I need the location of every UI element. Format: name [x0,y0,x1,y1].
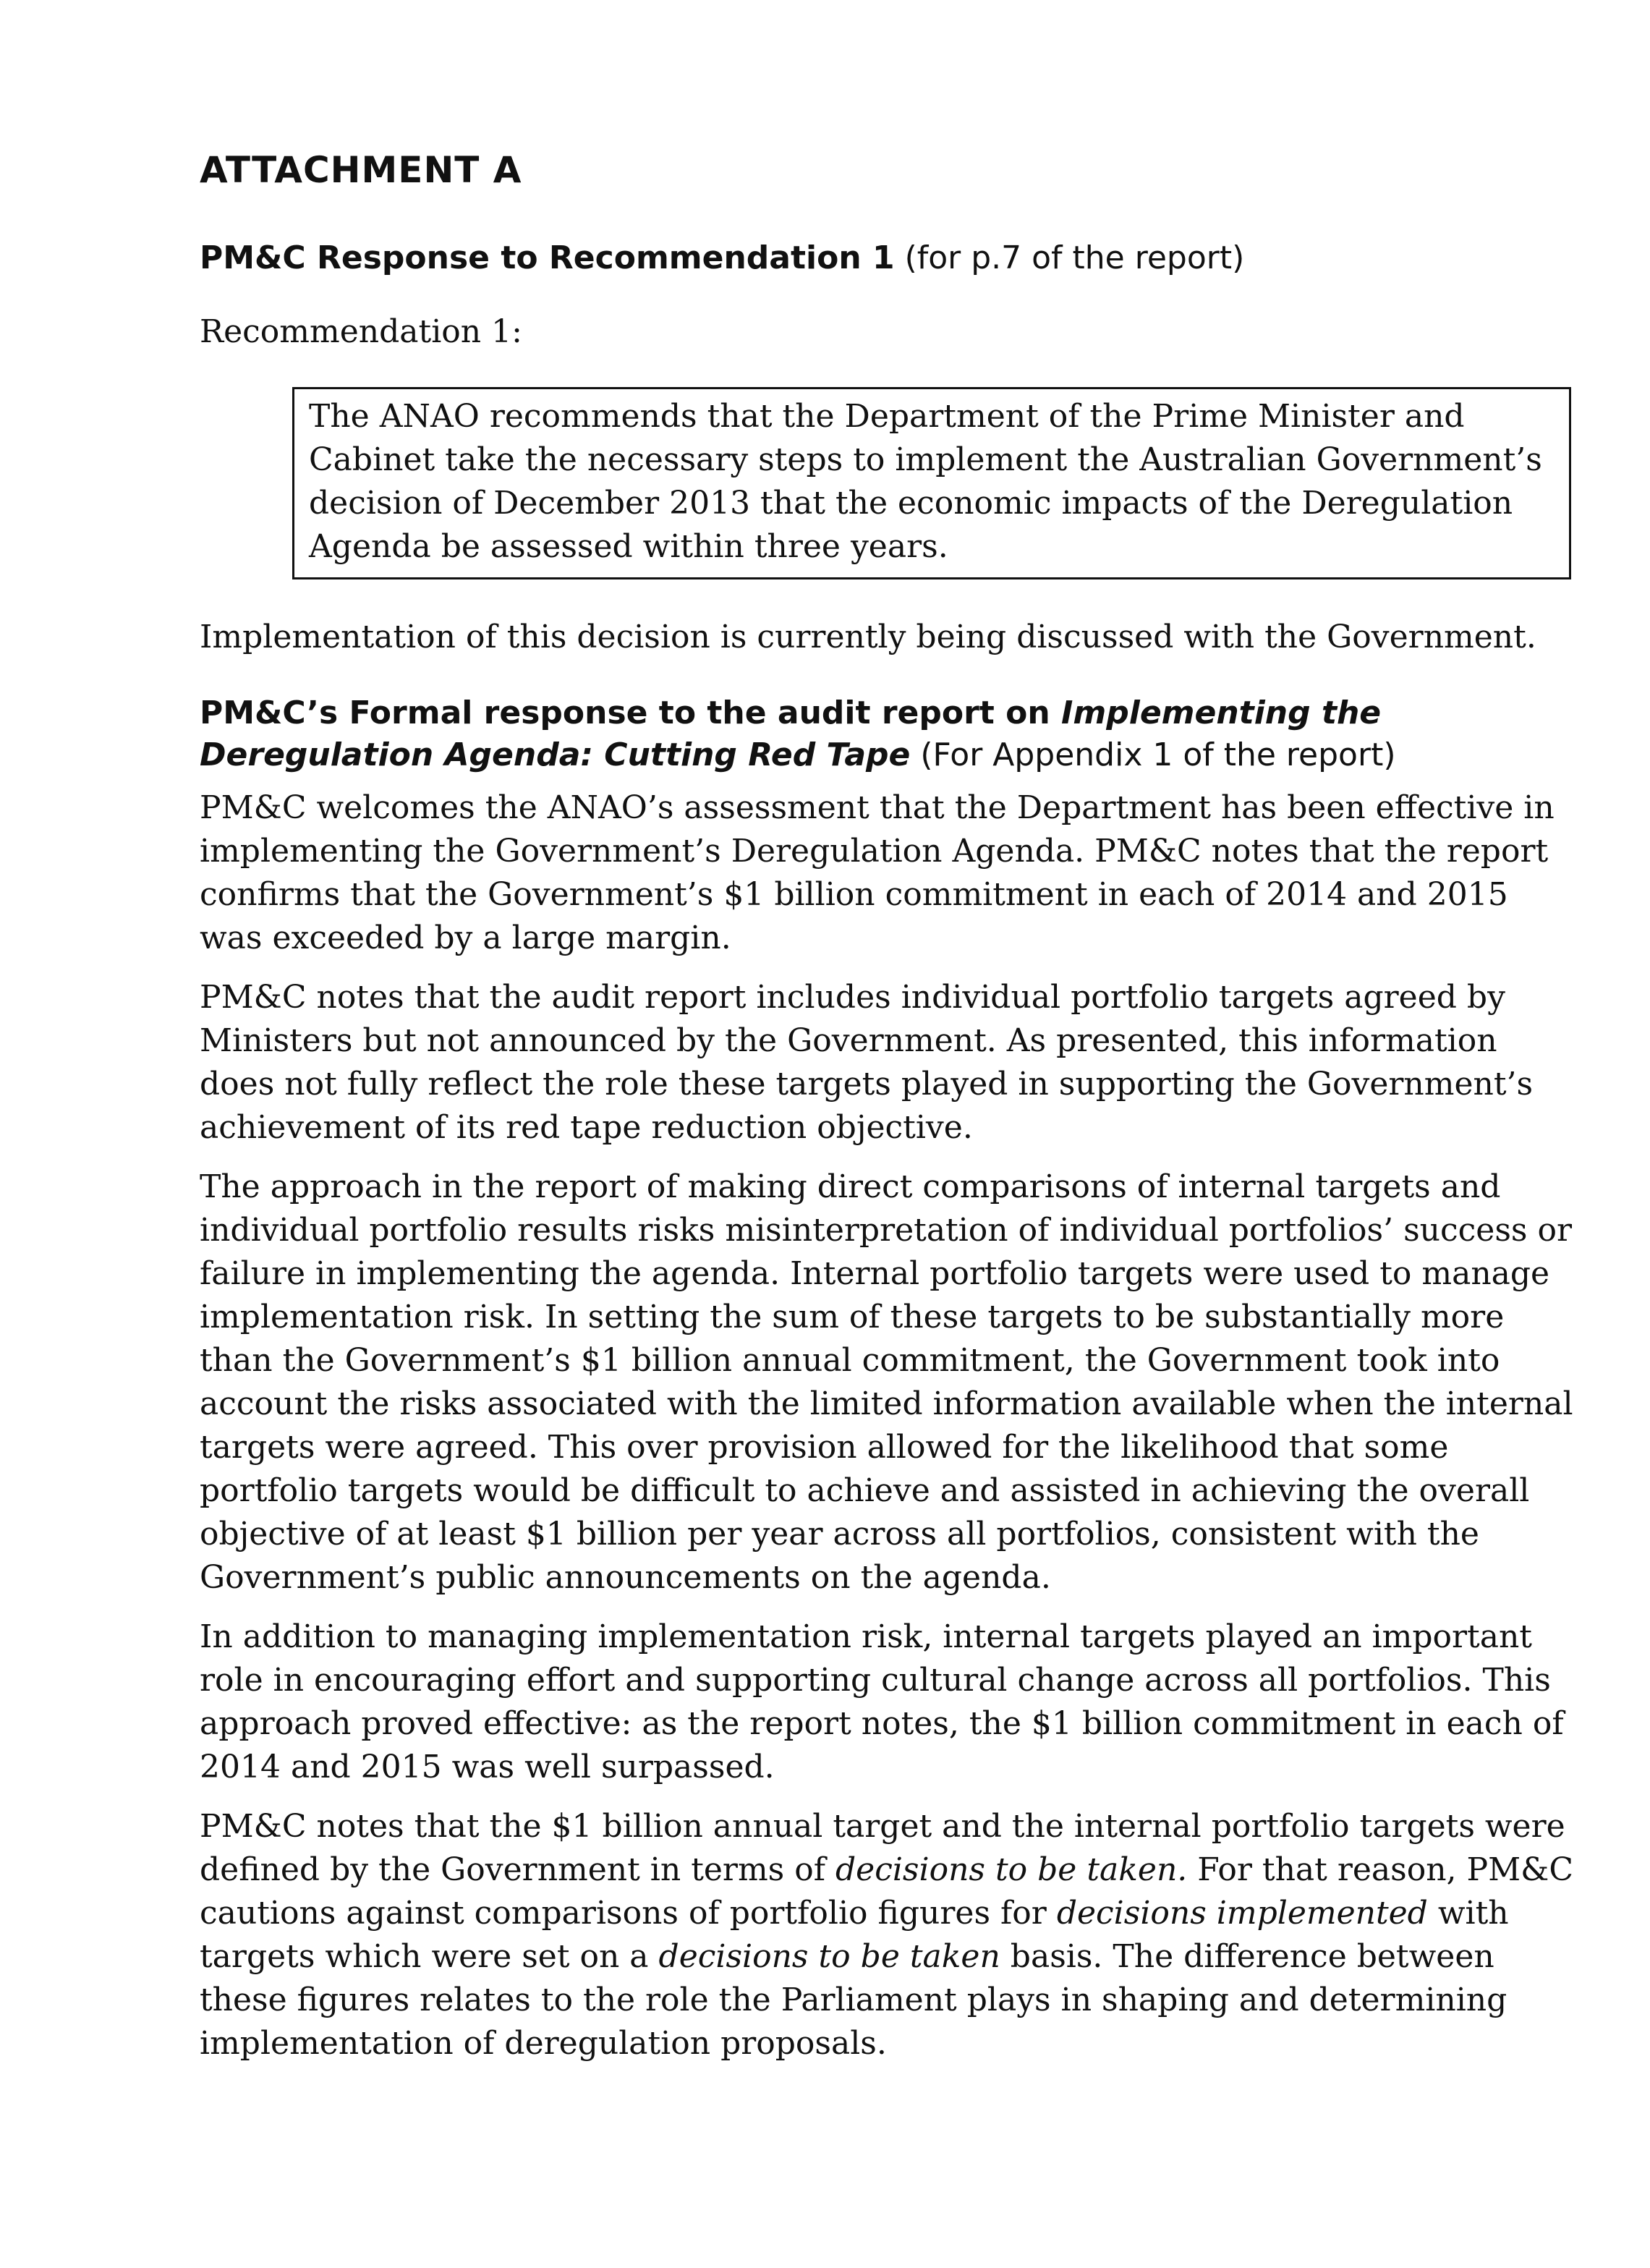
last-paragraph-italic: decisions to be taken. [835,1851,1188,1888]
body-paragraph: The approach in the report of making direct comparisons of internal targets and individual portfolio results risks misinterpretation of individual portfolios’ success or failure in implementing the agenda. Internal portfolio targets were used to manage implementation risk. In setting the sum of these targets to be substantially more than the Government’s $1 billion annual commitment, the Government took into account the risks associated with the limited information available when the internal targets were agreed. This over provision allowed for the likelihood that some portfolio targets would be difficult to achieve and assisted in achieving the overall objective of at least $1 billion per year across all portfolios, consistent with the Government’s public announcements on the agenda. [200,1168,1573,1596]
document-page [200,148,1574,2081]
recommendation-label: Recommendation 1: [200,313,522,350]
response-heading-rest: (for p.7 of the report) [894,239,1245,276]
response-heading [200,238,1574,279]
last-paragraph-italic: decisions to be taken [658,1938,1000,1975]
attachment-title: ATTACHMENT A [200,149,522,191]
last-paragraph-part: basis. The difference between these figures relates to the role the Parliament plays in shaping and determining implementation of deregulation proposals. [200,1938,1507,2062]
implementation-paragraph: Implementation of this decision is currently being discussed with the Government. [200,619,1536,655]
last-paragraph-part: For that reason, PM&C cautions against comparisons of portfolio figures for [200,1851,1573,1932]
formal-heading-rest: (For Appendix 1 of the report) [910,736,1396,773]
recommendation-box: The ANAO recommends that the Department of the Prime Minister and Cabinet take the necessary steps to implement the Australian Government’s decision of December 2013 that the economic impacts of the Deregulation Agenda be assessed within three years. [292,387,1571,579]
last-paragraph-part: with targets which were set on a [200,1895,1509,1975]
formal-heading-report-title: Implementing the Deregulation Agenda: Cutting Red Tape [200,695,1382,773]
last-paragraph-part: PM&C notes that the $1 billion annual target and the internal portfolio targets were defined by the Government in terms of [200,1808,1565,1888]
last-paragraph-italic: decisions implemented [1056,1895,1428,1932]
formal-response-heading [200,692,1574,776]
formal-heading-bold: PM&C’s Formal response to the audit report on [200,695,1062,731]
body-paragraph: PM&C notes that the audit report includes individual portfolio targets agreed by Ministers but not announced by the Government. As presented, this information does not fully reflect the role these targets played in supporting the Government’s achievement of its red tape reduction objective. [200,979,1534,1146]
body-paragraph: In addition to managing implementation risk, internal targets played an important role in encouraging effort and supporting cultural change across all portfolios. This approach proved effective: as the report notes, the $1 billion commitment in each of 2014 and 2015 was well surpassed. [200,1618,1564,1785]
response-heading-bold: PM&C Response to Recommendation 1 [200,239,895,276]
last-paragraph [200,1805,1574,2065]
body-paragraph: PM&C welcomes the ANAO’s assessment that the Department has been effective in implementing the Government’s Deregulation Agenda. PM&C notes that the report confirms that the Government’s $1 billion commitment in each of 2014 and 2015 was exceeded by a large margin. [200,789,1555,956]
